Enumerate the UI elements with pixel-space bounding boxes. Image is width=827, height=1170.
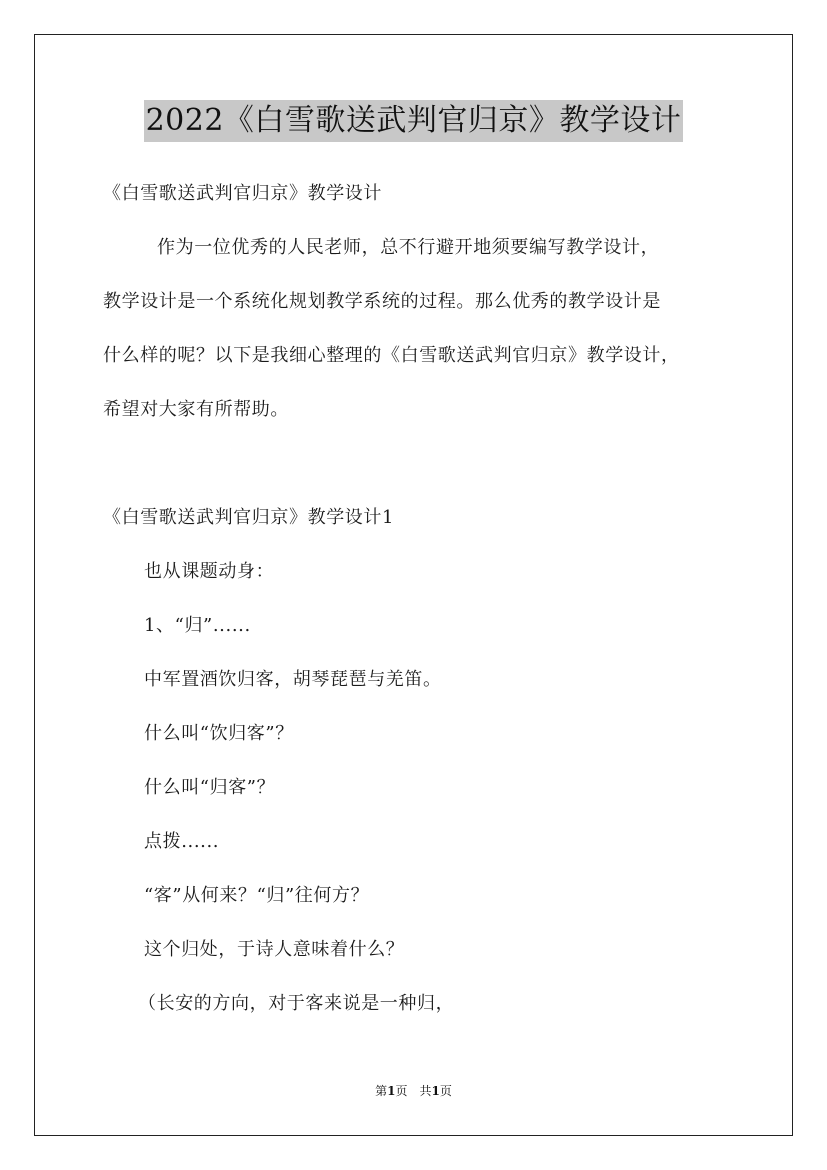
intro-line-4: 希望对大家有所帮助。 [103, 399, 289, 420]
footer-page-suffix: 页 [439, 1084, 452, 1098]
body-line: （长安的方向，对于客来说是一种归， [138, 993, 455, 1014]
body-line: 什么叫“归客”？ [144, 777, 276, 798]
body-line: 1、“归”...... [144, 615, 251, 636]
body-line: 这个归处，于诗人意味着什么？ [144, 939, 405, 960]
footer-page-middle: 页 共 [395, 1084, 432, 1098]
footer-page-current: 1 [387, 1084, 396, 1098]
title-container [0, 100, 827, 142]
document-subtitle: 《白雪歌送武判官归京》教学设计 [103, 183, 382, 204]
footer-page-prefix: 第 [375, 1084, 388, 1098]
page-footer [0, 1083, 827, 1099]
intro-line-3: 什么样的呢？以下是我细心整理的《白雪歌送武判官归京》教学设计， [103, 345, 680, 366]
intro-line-2: 教学设计是一个系统化规划教学系统的过程。那么优秀的教学设计是 [103, 291, 661, 312]
body-line: “客”从何来？“归”往何方？ [144, 885, 370, 906]
section-heading: 《白雪歌送武判官归京》教学设计1 [103, 507, 395, 528]
body-line: 也从课题动身： [144, 561, 275, 582]
body-line: 点拨...... [144, 831, 220, 852]
document-title: 2022《白雪歌送武判官归京》教学设计 [144, 100, 684, 142]
intro-line-1: 作为一位优秀的人民老师，总不行避开地须要编写教学设计， [157, 237, 660, 258]
footer-page-total: 1 [431, 1084, 440, 1098]
body-line: 什么叫“饮归客”？ [144, 723, 294, 744]
body-line: 中军置酒饮归客，胡琴琵琶与羌笛。 [144, 669, 442, 690]
